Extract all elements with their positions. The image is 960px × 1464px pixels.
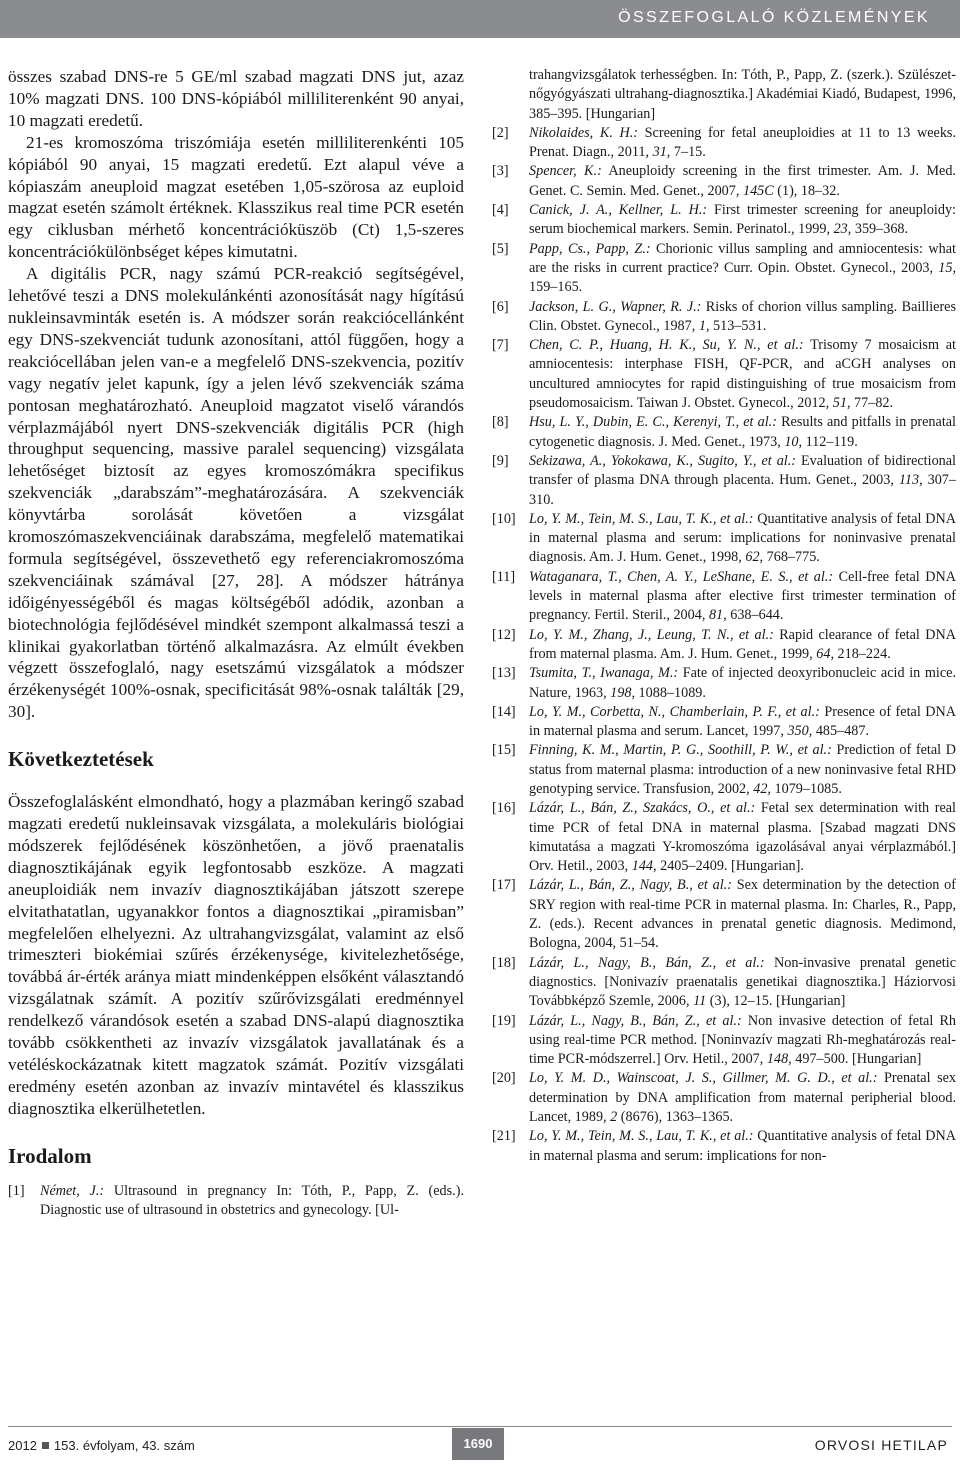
- reference-volume: 198,: [610, 684, 635, 701]
- reference-text: Evaluation of bidirectional transfer of plasma DNA through placenta. Hum. Genet., 2003,: [529, 452, 956, 489]
- reference-item: [492, 799, 956, 876]
- reference-authors: Hsu, L. Y., Dubin, E. C., Kerenyi, T., et al.:: [529, 414, 777, 431]
- reference-authors: Lo, Y. M., Tein, M. S., Lau, T. K., et al.:: [529, 510, 754, 527]
- reference-pages: (8676), 1363–1365.: [617, 1109, 734, 1126]
- reference-number: [7]: [492, 337, 509, 354]
- square-bullet-icon: [42, 1442, 49, 1449]
- reference-number: [6]: [492, 298, 509, 315]
- reference-item: [492, 1069, 956, 1127]
- reference-item: [492, 703, 956, 742]
- reference-text: Trisomy 7 mosaicism at amniocentesis: interphase FISH, QF-PCR, and aCGH analyses on uncultured amniocytes for rapid distinguishing of true mosaicism from pseudomosaicism. Taiwan J. Obstet. Gynecol., 2012,: [529, 337, 956, 412]
- reference-authors: Jackson, L. G., Wapner, R. J.:: [529, 298, 702, 315]
- footer-issue: [8, 1438, 195, 1453]
- reference-number: [4]: [492, 202, 509, 219]
- reference-volume: 64,: [816, 645, 834, 662]
- reference-item: [492, 452, 956, 510]
- section-title: ÖSSZEFOGLALÓ KÖZLEMÉNYEK: [618, 9, 930, 26]
- reference-pages: 485–487.: [812, 723, 870, 740]
- reference-number: [10]: [492, 510, 516, 527]
- reference-number: [20]: [492, 1070, 516, 1087]
- reference-authors: Tsumita, T., Iwanaga, M.:: [529, 665, 679, 682]
- reference-text: Fate of injected deoxyribonucleic acid in mice. Nature, 1963,: [529, 665, 956, 701]
- conclusions-paragraph: Összefoglalásként elmondható, hogy a plazmában keringő szabad magzati eredetű nukleinsavak vizsgálata, a molekuláris biológiai módszerek fejlődésének köszönhetően, a jövő praenatalis diagnosztikájának egyik legfontosabb eszköze. A magzati aneuploidiák nem invazív diagnosztikájában játszott szerepe elvitathatatlan, ugyanakkor fontos a diagnosztikai „piramisban” megfelelően elhelyezni. Az ultrahangvizsgálat, valamint az első trimeszteri biokémiai szűrés érzékenysége, kivitelezhetősége, továbbá ár-érték aránya miatt mindenképpen elsőként választandó vizsgálatnak számít. A pozitív szűrővizsgálati eredménnyel rendelkező várandósok esetén a szabad DNS-alapú diagnosztika tovább csökkentheti az invazív vizsgálatok javallatának és a vetéléskockázatnak kitett magzatok számát. Pozitív vizsgálati eredmény esetén azonban az invazív mintavétel és klasszikus diagnosztika elkerülhetetlen.: [8, 792, 464, 1118]
- reference-authors: Lo, Y. M., Zhang, J., Leung, T. N., et al.:: [529, 626, 774, 643]
- reference-authors: Lázár, L., Nagy, B., Bán, Z., et al.:: [529, 954, 765, 971]
- header-band: [0, 0, 960, 38]
- reference-volume: 1,: [698, 317, 710, 334]
- reference-pages: (3), 12–15. [Hungarian]: [706, 993, 846, 1010]
- reference-item: [8, 1182, 464, 1221]
- reference-text: Sex determination by the detection of SRY region with real-time PCR in maternal plasma. In: Charles, R., Papp, Z. (eds.). Recent advances in prenatal genetic diagnosis. Medimond, Bologna, 2004, 51–54.: [529, 877, 956, 952]
- right-column: [492, 66, 956, 1166]
- page-number: 1690: [452, 1428, 504, 1460]
- footer-year: 2012: [8, 1438, 37, 1453]
- reference-text: Non invasive detection of fetal Rh using real-time PCR method. [Noninvazív magzati Rh-meghatározás real-time PCR-módszerrel.] Orv. Hetil., 2007,: [529, 1012, 956, 1068]
- reference-volume: 2: [610, 1109, 618, 1126]
- reference-item: [492, 510, 956, 568]
- reference-authors: Papp, Cs., Papp, Z.:: [529, 240, 651, 257]
- reference-number: [15]: [492, 742, 516, 759]
- reference-text: Risks of chorion villus sampling. Baillieres Clin. Obstet. Gynecol., 1987,: [529, 298, 956, 334]
- reference-volume: 81,: [708, 607, 727, 624]
- reference-continuation: trahangvizsgálatok terhességben. In: Tóth, P., Papp, Z. (szerk.). Szülészet-nőgyógyászati ultrahang-diagnosztika.] Akadémiai Kiadó, Budapest, 1996, 385–395. [Hungarian]: [529, 67, 956, 122]
- reference-volume: 11: [693, 993, 707, 1010]
- reference-number: [8]: [492, 414, 509, 431]
- reference-pages: 2405–2409. [Hungarian].: [656, 858, 804, 875]
- reference-pages: 1079–1085.: [770, 780, 842, 797]
- reference-volume: 62,: [745, 549, 764, 566]
- reference-text: Cell-free fetal DNA levels in maternal plasma after elective first trimester termination of pregnancy. Fertil. Steril., 2004,: [529, 568, 956, 624]
- reference-number: [19]: [492, 1012, 516, 1029]
- reference-pages: 497–500. [Hungarian]: [791, 1051, 922, 1068]
- reference-pages: 359–368.: [851, 221, 909, 238]
- reference-pages: 513–531.: [709, 317, 767, 334]
- reference-item: [492, 201, 956, 240]
- reference-item: [492, 876, 956, 953]
- reference-text: Screening for fetal aneuploidies at 11 to 13 weeks. Prenat. Diagn., 2011,: [529, 124, 956, 161]
- reference-authors: Lo, Y. M. D., Wainscoat, J. S., Gillmer, M. G. D., et al.:: [529, 1070, 878, 1087]
- reference-pages: 768–775.: [763, 549, 820, 566]
- reference-authors: Lázár, L., Nagy, B., Bán, Z., et al.:: [529, 1012, 742, 1029]
- reference-number: [3]: [492, 163, 509, 180]
- reference-authors: Chen, C. P., Huang, H. K., Su, Y. N., et al.:: [529, 337, 804, 354]
- reference-volume: 31,: [652, 144, 671, 161]
- reference-authors: Canick, J. A., Kellner, L. H.:: [529, 202, 708, 219]
- reference-authors: Spencer, K.:: [529, 163, 602, 180]
- reference-volume: 148,: [766, 1051, 792, 1068]
- reference-volume: 51,: [832, 395, 851, 412]
- left-column: [8, 66, 464, 1220]
- reference-text: Rapid clearance of fetal DNA from maternal plasma. Am. J. Hum. Genet., 1999,: [529, 626, 956, 662]
- reference-number: [21]: [492, 1128, 516, 1145]
- reference-number: [1]: [8, 1182, 25, 1199]
- reference-text: Quantitative analysis of fetal DNA in maternal plasma and serum: implications for noninvasive prenatal diagnosis. Am. J. Hum. Genet., 1998,: [529, 510, 956, 566]
- reference-text: Ultrasound in pregnancy In: Tóth, P., Papp, Z. (eds.). Diagnostic use of ultrasound in obstetrics and gynecology. [Ul-: [40, 1182, 464, 1218]
- reference-pages: 1088–1089.: [635, 684, 706, 701]
- reference-number: [2]: [492, 124, 509, 141]
- reference-authors: Lázár, L., Bán, Z., Szakács, O., et al.:: [529, 800, 756, 817]
- reference-number: [18]: [492, 954, 516, 971]
- reference-item: [492, 626, 956, 665]
- body-paragraph: 21-es kromoszóma triszómiája esetén milliliterenkénti 105 kópiából 90 anyai, 15 magzati eredetű. Ezt alapul véve a kópiaszám aneuploid magzat esetében 1,05-szörosa az euploid magzat esetén számolt értéknek. Klasszikus real time PCR esetén egy ciklusban mérhető koncentrációküszöb (Ct) 1,5-szeres koncentrációkülönbséget képes kimutatni.: [8, 132, 464, 262]
- body-paragraph: összes szabad DNS-re 5 GE/ml szabad magzati DNS jut, azaz 10% magzati DNS. 100 DNS-kópiából milliliterenként 90 anyai, 10 magzati eredetű.: [8, 67, 464, 130]
- reference-authors: Lo, Y. M., Corbetta, N., Chamberlain, P. F., et al.:: [529, 703, 820, 720]
- conclusions-heading: Következtetések: [8, 747, 154, 772]
- reference-pages: 112–119.: [802, 433, 858, 450]
- reference-text: Chorionic villus sampling and amniocentesis: what are the risks in current practice? Curr. Opin. Obstet. Gynecol., 2003,: [529, 240, 956, 276]
- reference-item: [492, 954, 956, 1012]
- reference-item: [492, 298, 956, 337]
- reference-pages: 638–644.: [726, 607, 784, 624]
- reference-number: [14]: [492, 703, 516, 720]
- reference-authors: Wataganara, T., Chen, A. Y., LeShane, E. S., et al.:: [529, 568, 834, 585]
- reference-volume: 113,: [898, 472, 923, 489]
- reference-authors: Lo, Y. M., Tein, M. S., Lau, T. K., et al.:: [529, 1128, 754, 1145]
- reference-number: [11]: [492, 568, 516, 585]
- reference-text: Prenatal sex determination by DNA amplification from maternal peripherial blood. Lancet, 1989,: [529, 1070, 956, 1126]
- reference-text: Non-invasive prenatal genetic diagnostics. [Nonivazív praenatalis genetikai diagnosztika.] Háziorvosi Továbbképző Szemle, 2006,: [529, 954, 956, 1010]
- reference-text: Results and pitfalls in prenatal cytogenetic diagnosis. J. Med. Genet., 1973,: [529, 414, 957, 450]
- reference-volume: 42,: [753, 780, 771, 797]
- reference-text: Presence of fetal DNA in maternal plasma and serum. Lancet, 1997,: [529, 703, 956, 740]
- reference-text: First trimester screening for aneuploidy: serum biochemical markers. Semin. Perinatol., 1999,: [529, 202, 956, 238]
- reference-number: [17]: [492, 877, 516, 894]
- reference-authors: Finning, K. M., Martin, P. G., Soothill, P. W., et al.:: [529, 742, 832, 759]
- reference-authors: Német, J.:: [40, 1182, 105, 1199]
- reference-pages: 307–310.: [529, 472, 956, 508]
- reference-volume: 15,: [938, 259, 956, 276]
- reference-volume: 144,: [631, 858, 657, 875]
- reference-number: [13]: [492, 665, 516, 682]
- reference-item: [492, 568, 956, 626]
- reference-number: [12]: [492, 626, 516, 643]
- reference-pages: 77–82.: [850, 395, 894, 412]
- reference-number: [9]: [492, 452, 509, 469]
- body-paragraph: A digitális PCR, nagy számú PCR-reakció segítségével, lehetővé teszi a DNS molekulánkénti azonosítását nagy hígítású nukleinsavminták esetén is. A módszer során reakciócellánként egy DNS-szekvenciát tudunk azonosítani, attól függően, hogy a reakciócellában jelen van-e a megfelelő DNS-szekvencia, pozitív vagy negatív jelet kapunk, így a jelen lévő szekvenciák száma pontosan meghatározható. Aneuploid magzatot viselő várandós vérplazmájából nyert DNS-szekvenciák digitális PCR (high throughput sequencing, massive paralel sequencing) vizsgálata lehetőséget biztosít az egyes kromoszómákra specifikus szekvenciák „darabszám”-meghatározására. A szekvenciák könyvtárba sorolását követően a vizsgálat kromoszómaszekvenciáinak darabszáma, megfelelő matematikai formula segítségével, összevethető egy referenciakromoszóma szekvenciáinak számával [27, 28]. A módszer hátránya időigényességéből és magas költségéből adódik, azonban a biotechnológia fejlődésével mindkét szempont alkalmassá teszi a klinikai gyakorlatban történő alkalmazásra. Az elmúlt években végzett összefoglaló, nagy esetszámú vizsgálatok a módszer érzékenységét 100%-osnak, specificitását 98%-osnak találták [29, 30].: [8, 264, 464, 722]
- reference-item: [492, 413, 956, 452]
- reference-authors: Lázár, L., Bán, Z., Nagy, B., et al.:: [529, 877, 732, 894]
- reference-item: [492, 741, 956, 799]
- reference-volume: 145C: [742, 182, 774, 199]
- reference-item: [492, 1012, 956, 1070]
- journal-name: ORVOSI HETILAP: [814, 1437, 948, 1453]
- references-heading: Irodalom: [8, 1143, 92, 1168]
- reference-item: [492, 1127, 956, 1166]
- reference-pages: (1), 18–32.: [773, 182, 840, 199]
- reference-number: [5]: [492, 240, 509, 257]
- reference-volume: 350,: [787, 723, 813, 740]
- reference-text: Prediction of fetal D status from maternal plasma: introduction of a new noninvasive fetal RHD genotyping service. Transfusion, 2002,: [529, 742, 956, 797]
- reference-item: [492, 124, 956, 163]
- reference-number: [16]: [492, 800, 516, 817]
- reference-volume: 23,: [833, 221, 852, 238]
- reference-text: Aneuploidy screening in the first trimester. Am. J. Med. Genet. C. Semin. Med. Genet., 2007,: [529, 163, 956, 199]
- reference-item: [492, 336, 956, 413]
- reference-text: Fetal sex determination with real time PCR of fetal DNA in maternal plasma. [Szabad magzati DNS kimutatása a magzati Y-kromoszóma igazolásával anyai vérplazmából.] Orv. Hetil., 2003,: [529, 800, 956, 875]
- reference-authors: Sekizawa, A., Yokokawa, K., Sugito, Y., et al.:: [529, 452, 797, 469]
- reference-text: Quantitative analysis of fetal DNA in maternal plasma and serum: implications for non-: [529, 1128, 956, 1164]
- reference-item: [492, 240, 956, 298]
- reference-volume: 10,: [784, 433, 803, 450]
- reference-authors: Nikolaides, K. H.:: [529, 124, 639, 141]
- reference-pages: 218–224.: [833, 645, 891, 662]
- reference-pages: 7–15.: [670, 144, 706, 161]
- reference-item: [492, 162, 956, 201]
- footer-volume: 153. évfolyam, 43. szám: [53, 1438, 195, 1453]
- footer-divider: [8, 1426, 952, 1427]
- reference-pages: 159–165.: [529, 279, 583, 296]
- reference-item: [492, 664, 956, 703]
